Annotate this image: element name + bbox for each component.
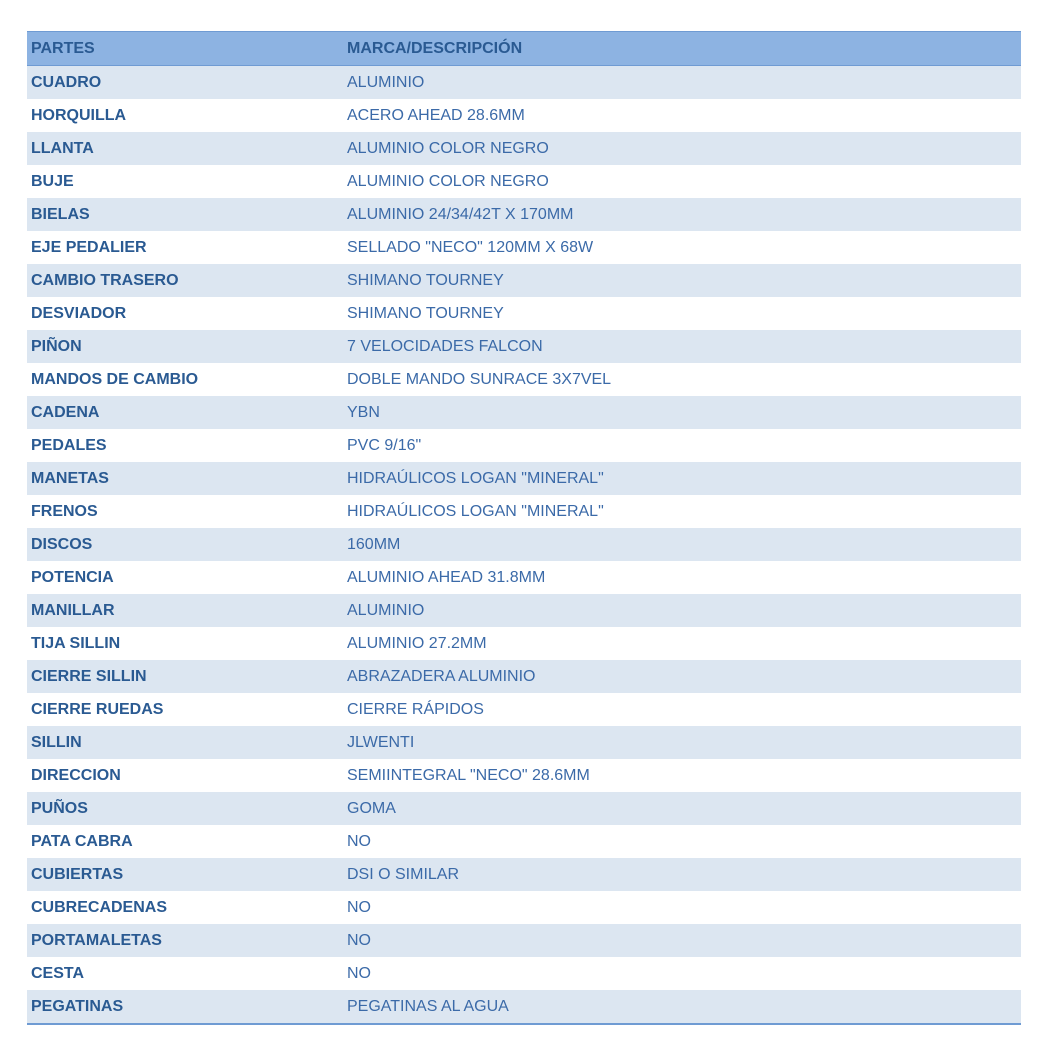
part-name-cell: HORQUILLA	[27, 99, 343, 132]
table-body	[27, 66, 1021, 1025]
header-row	[27, 32, 1021, 66]
part-description-cell: PEGATINAS AL AGUA	[343, 990, 1021, 1024]
part-name-cell: BUJE	[27, 165, 343, 198]
part-description-cell: CIERRE RÁPIDOS	[343, 693, 1021, 726]
table-row	[27, 165, 1021, 198]
table-row	[27, 429, 1021, 462]
table-row	[27, 957, 1021, 990]
part-name-cell: LLANTA	[27, 132, 343, 165]
table-header	[27, 32, 1021, 66]
part-description-cell: 7 VELOCIDADES FALCON	[343, 330, 1021, 363]
part-name-cell: PUÑOS	[27, 792, 343, 825]
table-row	[27, 858, 1021, 891]
part-name-cell: CIERRE SILLIN	[27, 660, 343, 693]
part-description-cell: ALUMINIO AHEAD 31.8MM	[343, 561, 1021, 594]
part-name-cell: PORTAMALETAS	[27, 924, 343, 957]
part-name-cell: PEGATINAS	[27, 990, 343, 1024]
table-row	[27, 561, 1021, 594]
table-row	[27, 363, 1021, 396]
table-row	[27, 495, 1021, 528]
part-description-cell: NO	[343, 957, 1021, 990]
part-description-cell: PVC 9/16"	[343, 429, 1021, 462]
part-name-cell: POTENCIA	[27, 561, 343, 594]
table-row	[27, 594, 1021, 627]
table-row	[27, 990, 1021, 1024]
part-name-cell: CUBIERTAS	[27, 858, 343, 891]
table-row	[27, 396, 1021, 429]
table-row	[27, 231, 1021, 264]
table-row	[27, 825, 1021, 858]
table-row	[27, 66, 1021, 100]
part-description-cell: ALUMINIO 27.2MM	[343, 627, 1021, 660]
part-name-cell: CAMBIO TRASERO	[27, 264, 343, 297]
part-description-cell: JLWENTI	[343, 726, 1021, 759]
table-row	[27, 297, 1021, 330]
part-description-cell: SHIMANO TOURNEY	[343, 297, 1021, 330]
part-description-cell: HIDRAÚLICOS LOGAN "MINERAL"	[343, 462, 1021, 495]
table-row	[27, 627, 1021, 660]
part-description-cell: SHIMANO TOURNEY	[343, 264, 1021, 297]
part-name-cell: BIELAS	[27, 198, 343, 231]
header-partes: PARTES	[27, 32, 343, 66]
part-name-cell: CESTA	[27, 957, 343, 990]
part-description-cell: ALUMINIO	[343, 594, 1021, 627]
part-description-cell: ALUMINIO COLOR NEGRO	[343, 132, 1021, 165]
part-name-cell: CUADRO	[27, 66, 343, 100]
part-description-cell: YBN	[343, 396, 1021, 429]
table-row	[27, 462, 1021, 495]
table-row	[27, 660, 1021, 693]
part-description-cell: ALUMINIO 24/34/42T X 170MM	[343, 198, 1021, 231]
part-name-cell: CIERRE RUEDAS	[27, 693, 343, 726]
table-row	[27, 759, 1021, 792]
part-name-cell: MANDOS DE CAMBIO	[27, 363, 343, 396]
table-row	[27, 528, 1021, 561]
part-description-cell: DSI O SIMILAR	[343, 858, 1021, 891]
part-description-cell: ALUMINIO	[343, 66, 1021, 100]
part-name-cell: PATA CABRA	[27, 825, 343, 858]
part-description-cell: ABRAZADERA ALUMINIO	[343, 660, 1021, 693]
part-name-cell: MANILLAR	[27, 594, 343, 627]
part-description-cell: NO	[343, 825, 1021, 858]
table-row	[27, 330, 1021, 363]
part-description-cell: SELLADO "NECO" 120MM X 68W	[343, 231, 1021, 264]
table-row	[27, 891, 1021, 924]
table-row	[27, 792, 1021, 825]
part-name-cell: DIRECCION	[27, 759, 343, 792]
part-description-cell: NO	[343, 891, 1021, 924]
parts-spec-table	[27, 31, 1021, 1025]
part-description-cell: HIDRAÚLICOS LOGAN "MINERAL"	[343, 495, 1021, 528]
part-name-cell: MANETAS	[27, 462, 343, 495]
part-description-cell: NO	[343, 924, 1021, 957]
part-name-cell: DISCOS	[27, 528, 343, 561]
part-description-cell: 160MM	[343, 528, 1021, 561]
part-name-cell: TIJA SILLIN	[27, 627, 343, 660]
table-row	[27, 264, 1021, 297]
table-row	[27, 693, 1021, 726]
part-name-cell: PEDALES	[27, 429, 343, 462]
part-name-cell: CUBRECADENAS	[27, 891, 343, 924]
part-name-cell: EJE PEDALIER	[27, 231, 343, 264]
part-name-cell: PIÑON	[27, 330, 343, 363]
part-name-cell: CADENA	[27, 396, 343, 429]
part-name-cell: DESVIADOR	[27, 297, 343, 330]
table-row	[27, 726, 1021, 759]
part-description-cell: GOMA	[343, 792, 1021, 825]
table-row	[27, 132, 1021, 165]
part-description-cell: ALUMINIO COLOR NEGRO	[343, 165, 1021, 198]
table-row	[27, 99, 1021, 132]
part-name-cell: SILLIN	[27, 726, 343, 759]
table-row	[27, 924, 1021, 957]
part-name-cell: FRENOS	[27, 495, 343, 528]
part-description-cell: ACERO AHEAD 28.6MM	[343, 99, 1021, 132]
table-row	[27, 198, 1021, 231]
part-description-cell: SEMIINTEGRAL "NECO" 28.6MM	[343, 759, 1021, 792]
header-marca-descripcion: MARCA/DESCRIPCIÓN	[343, 32, 1021, 66]
part-description-cell: DOBLE MANDO SUNRACE 3X7VEL	[343, 363, 1021, 396]
